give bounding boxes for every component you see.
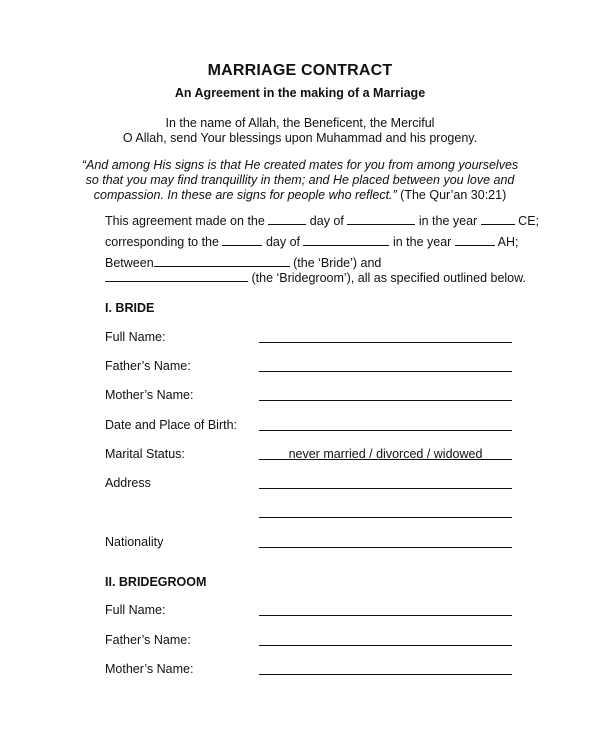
agreement-text: Between (105, 256, 154, 270)
section-heading-bride: I. BRIDE (105, 301, 155, 315)
document-subtitle: An Agreement in the making of a Marriage (174, 86, 426, 100)
bride-birth-field[interactable] (259, 430, 512, 431)
blank-year-ce[interactable] (481, 213, 515, 225)
bride-fathers-name-field[interactable] (259, 371, 512, 372)
blank-month-ah[interactable] (303, 234, 389, 246)
groom-mothers-name-label: Mother’s Name: (105, 662, 194, 676)
agreement-text: CE; (518, 214, 540, 228)
bride-address-field-2[interactable] (259, 517, 512, 518)
blank-bridegroom-name[interactable] (105, 270, 248, 282)
agreement-text: (the ‘Bridegroom’), all as specified outlined below. (251, 271, 526, 285)
bride-nationality-label: Nationality (105, 535, 164, 549)
agreement-text: AH; (497, 235, 519, 249)
quote-reference: (The Qur’an 30:21) (400, 188, 507, 202)
agreement-text: corresponding to the (105, 235, 219, 249)
bride-mothers-name-label: Mother’s Name: (105, 388, 194, 402)
invocation-line-1: In the name of Allah, the Beneficent, the Merciful (165, 116, 435, 130)
groom-fathers-name-field[interactable] (259, 645, 512, 646)
agreement-line-3 (105, 255, 381, 270)
blank-day-ah[interactable] (222, 234, 262, 246)
quote-line-2: so that you may find tranquillity in them; and He placed between you love and (85, 173, 515, 187)
bride-birth-label: Date and Place of Birth: (105, 418, 238, 432)
invocation-line-2: O Allah, send Your blessings upon Muhammad and his progeny. (122, 131, 478, 145)
groom-full-name-field[interactable] (259, 615, 512, 616)
quote-line-1: “And among His signs is that He created mates for you from among yourselves (81, 158, 519, 172)
document-title: MARRIAGE CONTRACT (207, 62, 393, 79)
quote-line-3-text: compassion. In these are signs for people who reflect.” (93, 188, 397, 202)
blank-day-ce[interactable] (268, 213, 306, 225)
blank-year-ah[interactable] (455, 234, 495, 246)
bride-marital-status-field[interactable] (259, 459, 512, 460)
agreement-line-1 (105, 213, 539, 228)
bride-address-label: Address (105, 476, 151, 490)
agreement-text: (the ‘Bride’) and (293, 256, 382, 270)
agreement-text: day of (265, 235, 300, 249)
groom-full-name-label: Full Name: (105, 603, 166, 617)
agreement-text: day of (309, 214, 344, 228)
agreement-text: in the year (418, 214, 478, 228)
bride-mothers-name-field[interactable] (259, 400, 512, 401)
groom-mothers-name-field[interactable] (259, 674, 512, 675)
bride-marital-status-label: Marital Status: (105, 447, 185, 461)
bride-marital-status-options[interactable]: never married / divorced / widowed (288, 447, 483, 461)
bride-full-name-field[interactable] (259, 342, 512, 343)
agreement-text: This agreement made on the (105, 214, 265, 228)
bride-full-name-label: Full Name: (105, 330, 166, 344)
groom-fathers-name-label: Father’s Name: (105, 633, 191, 647)
section-heading-bridegroom: II. BRIDEGROOM (105, 575, 207, 589)
blank-bride-name[interactable] (154, 255, 290, 267)
agreement-text: in the year (392, 235, 452, 249)
bride-fathers-name-label: Father’s Name: (105, 359, 191, 373)
quote-line-3 (0, 188, 600, 202)
agreement-line-2 (105, 234, 518, 249)
blank-month-ce[interactable] (347, 213, 415, 225)
bride-nationality-field[interactable] (259, 547, 512, 548)
agreement-line-4 (105, 270, 526, 285)
bride-address-field-1[interactable] (259, 488, 512, 489)
